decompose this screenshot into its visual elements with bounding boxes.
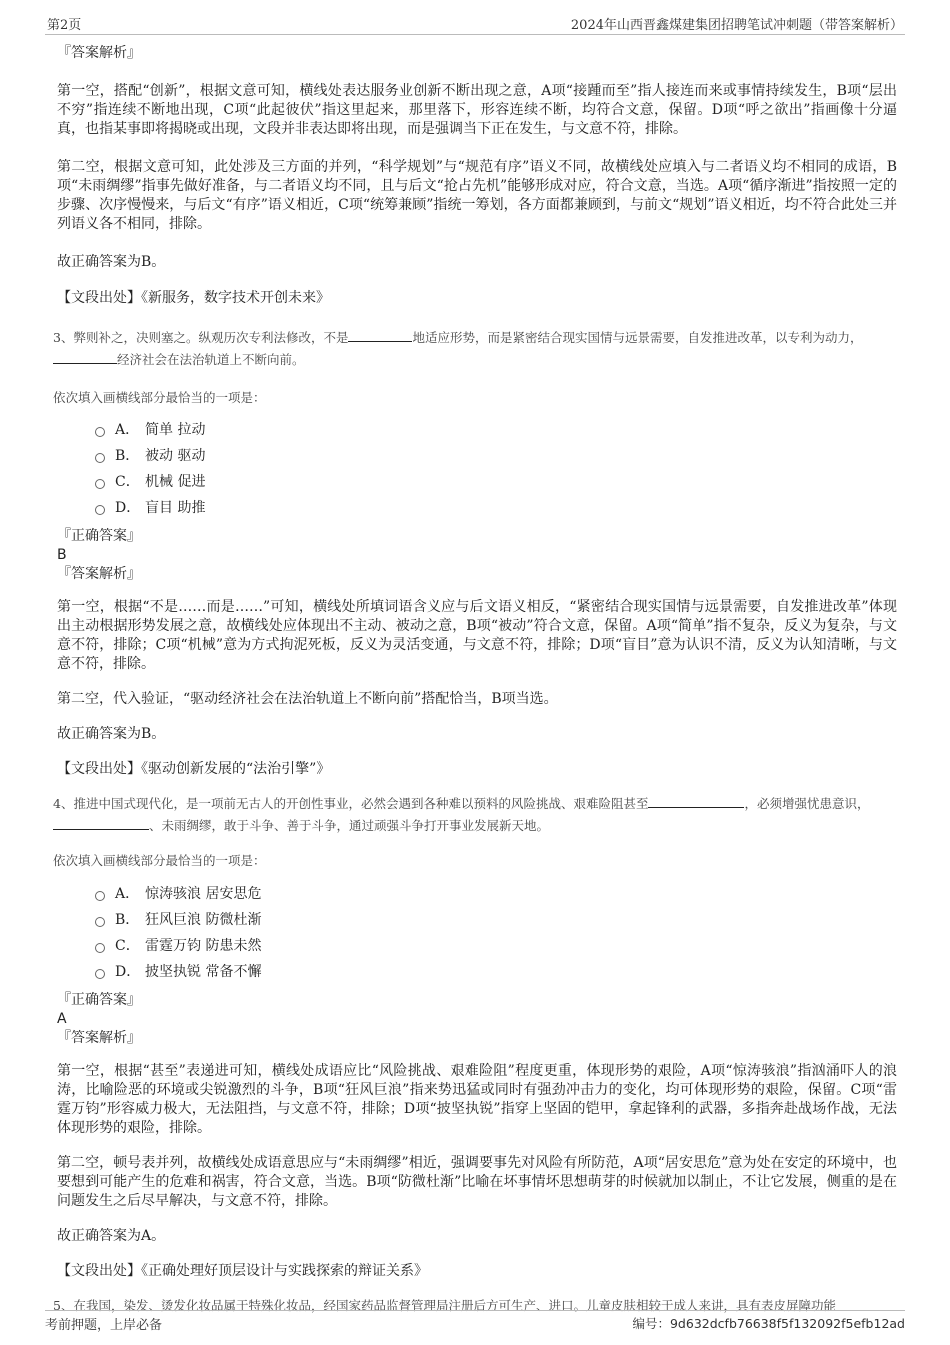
option-d[interactable]: D． 披坚执锐 常备不懈: [95, 959, 897, 985]
analysis-paragraph: 第二空，根据文意可知，此处涉及三方面的并列，“科学规划”与“规范有序”语义不同，故横线处应填入与二者语义均不相同的成语，B项“未雨绸缪”指事先做好准备，与二者语义均不同，且与后文“抢占先机”能够形成对应，符合文意，当选。A项“循序渐进”指按照一定的步骤、次序慢慢来，与后文“有序”语义相近，C项“统筹兼顾”指统一筹划，各方面都兼顾到，与前文“规划”语义相近，均不符合此处三并列语义各不相同，排除。: [57, 159, 897, 232]
fill-blank: [648, 794, 744, 808]
options-list: [95, 417, 897, 521]
radio-icon[interactable]: [95, 453, 105, 463]
radio-icon[interactable]: [95, 479, 105, 489]
analysis-label: 『答案解析』: [57, 1030, 141, 1046]
question-text: 地适应形势，而是紧密结合现实国情与远景需要，自发推进改革，以专利为动力，: [412, 330, 863, 345]
radio-icon[interactable]: [95, 917, 105, 927]
analysis-paragraph: 第一空，搭配“创新”，根据文意可知，横线处表达服务业创新不断出现之意，A项“接踵而至”指人接连而来或事情持续发生，B项“层出不穷”指连续不断地出现，C项“此起彼伏”指这里起来，那里落下，形容连续不断，均符合文意，保留。D项“呼之欲出”指画像十分逼真，也指某事即将揭晓或出现，文段并非表达即将出现，而是强调当下正在发生，与文意不符，排除。: [57, 83, 897, 137]
question-text: ，必须增强忧患意识，: [744, 796, 870, 811]
question-stem: [53, 327, 897, 371]
radio-icon[interactable]: [95, 891, 105, 901]
radio-icon[interactable]: [95, 427, 105, 437]
analysis-paragraph: 第二空，代入验证，“驱动经济社会在法治轨道上不断向前”搭配恰当，B项当选。: [57, 691, 558, 707]
options-list: [95, 881, 897, 985]
passage-source: 【文段出处】《新服务，数字技术开创未来》: [57, 290, 330, 306]
question-stem: 5、在我国，染发、烫发化妆品属于特殊化妆品，经国家药品监督管理局注册后方可生产、进口。儿童皮肤相较于成人来讲，具有表皮屏障功能: [53, 1298, 836, 1313]
question-text: 、未雨绸缪，敢于斗争、善于斗争，通过顽强斗争打开事业发展新天地。: [149, 818, 550, 833]
question-text: 4、推进中国式现代化，是一项前无古人的开创性事业，必然会遇到各种难以预料的风险挑战、艰难险阻甚至: [53, 796, 649, 811]
correct-answer: A: [57, 1011, 67, 1027]
analysis-paragraph: 第一空，根据“不是……而是……”可知，横线处所填词语含义应与后文语义相反，“紧密结合现实国情与远景需要，自发推进改革”体现出主动根据形势发展之意，故横线处应体现出不主动、被动之意，B项“被动”符合文意，保留。A项“简单”指不复杂，反义为复杂，与文意不符，排除；C项“机械”意为方式拘泥死板，反义为灵活变通，与文意不符，排除；D项“盲目”意为认识不清，反义为认知清晰，与文意不符，排除。: [57, 599, 897, 672]
page-footer: [45, 1310, 905, 1333]
option-c[interactable]: C． 雷霆万钧 防患未然: [95, 933, 897, 959]
question-prompt: 依次填入画横线部分最恰当的一项是：: [53, 390, 266, 405]
analysis-label: 『答案解析』: [57, 45, 141, 61]
question-text: 经济社会在法治轨道上不断向前。: [117, 352, 305, 367]
option-b[interactable]: B． 狂风巨浪 防微杜渐: [95, 907, 897, 933]
fill-blank: [53, 350, 117, 364]
analysis-paragraph: 第一空，根据“甚至”表递进可知，横线处成语应比“风险挑战、艰难险阻”程度更重，体现形势的艰险，A项“惊涛骇浪”指汹涌吓人的浪涛，比喻险恶的环境或尖锐激烈的斗争，B项“狂风巨浪”指来势迅猛或同时有强劲冲击力的变化，均可体现形势的艰险，保留。C项“雷霆万钧”形容威力极大，无法阻挡，与文意不符，排除；D项“披坚执锐”指穿上坚固的铠甲，拿起锋利的武器，多指奔赴战场作战，无法体现形势的艰险，排除。: [57, 1063, 897, 1136]
correct-answer: B: [57, 547, 67, 563]
answer-conclusion: 故正确答案为B。: [57, 254, 166, 270]
correct-answer-label: 『正确答案』: [57, 992, 141, 1008]
option-a[interactable]: A． 简单 拉动: [95, 417, 897, 443]
correct-answer-label: 『正确答案』: [57, 528, 141, 544]
analysis-paragraph: 第二空，顿号表并列，故横线处成语意思应与“未雨绸缪”相近，强调要事先对风险有所防范，A项“居安思危”意为处在安定的环境中，也要想到可能产生的危难和祸害，符合文意，当选。B项“防微杜渐”比喻在坏事情坏思想萌芽的时候就加以制止，不让它发展，侧重的是在问题发生之后尽早解决，与文意不符，排除。: [57, 1155, 897, 1209]
page-number: 第2页: [47, 18, 82, 33]
analysis-label: 『答案解析』: [57, 566, 141, 582]
passage-source: 【文段出处】《正确处理好顶层设计与实践探索的辩证关系》: [57, 1263, 428, 1279]
option-c[interactable]: C． 机械 促进: [95, 469, 897, 495]
fill-blank: [53, 816, 149, 830]
option-a[interactable]: A． 惊涛骇浪 居安思危: [95, 881, 897, 907]
passage-source: 【文段出处】《驱动创新发展的“法治引擎”》: [57, 761, 331, 777]
radio-icon[interactable]: [95, 505, 105, 515]
document-title: 2024年山西晋鑫煤建集团招聘笔试冲刺题（带答案解析）: [570, 18, 903, 33]
question-stem: [53, 793, 897, 837]
answer-conclusion: 故正确答案为A。: [57, 1228, 166, 1244]
radio-icon[interactable]: [95, 969, 105, 979]
answer-conclusion: 故正确答案为B。: [57, 726, 166, 742]
option-b[interactable]: B． 被动 驱动: [95, 443, 897, 469]
document-body: [53, 44, 897, 1317]
question-text: 3、弊则补之，决则塞之。纵观历次专利法修改，不是: [53, 330, 349, 345]
document-id: 编号：9d632dcfb76638f5f132092f5efb12ad: [632, 1316, 905, 1331]
footer-slogan: 考前押题，上岸必备: [45, 1318, 163, 1333]
question-prompt: 依次填入画横线部分最恰当的一项是：: [53, 853, 266, 868]
fill-blank: [348, 328, 412, 342]
option-d[interactable]: D． 盲目 助推: [95, 495, 897, 521]
radio-icon[interactable]: [95, 943, 105, 953]
page-header: [45, 12, 905, 35]
